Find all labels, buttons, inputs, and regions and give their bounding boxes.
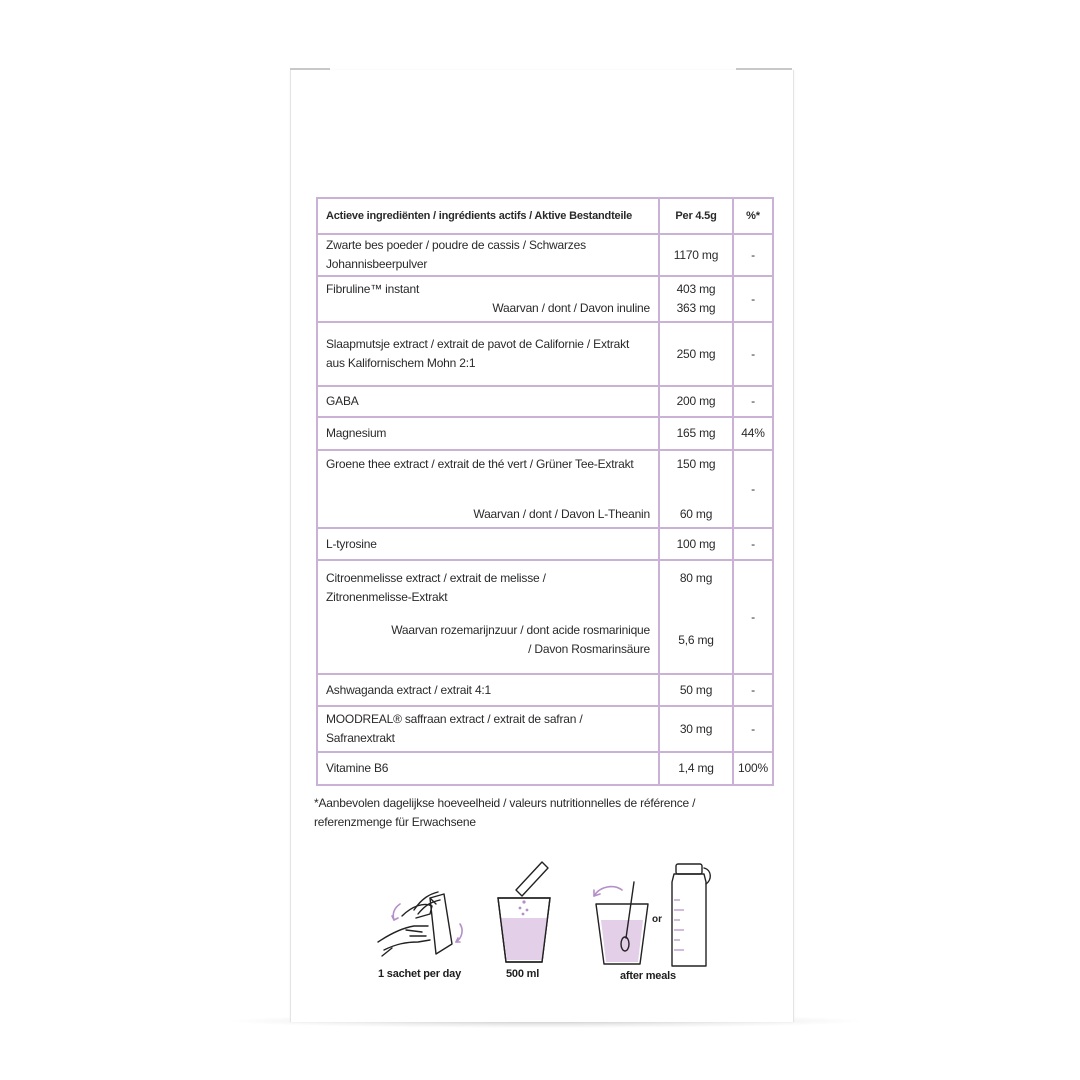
box-fold-right xyxy=(736,68,792,70)
step1-caption: 1 sachet per day xyxy=(378,968,462,980)
ingredient-name: Vitamine B6 xyxy=(317,752,659,785)
ingredient-subname: Waarvan / dont / Davon inuline xyxy=(492,301,650,315)
nutrition-table xyxy=(316,197,774,786)
ingredient-name xyxy=(317,706,659,752)
ingredient-name: Fibruline™ instant xyxy=(326,282,420,296)
table-row xyxy=(317,528,773,560)
ingredient-cell xyxy=(317,276,659,322)
footnote: *Aanbevolen dagelijkse hoeveelheid / valeurs nutritionnelles de référence / referenzmenge für Erwachsene xyxy=(314,796,696,829)
glass-pour-icon xyxy=(494,856,554,966)
table-row xyxy=(317,752,773,785)
table-row xyxy=(317,674,773,706)
ingredient-subamount: 5,6 mg xyxy=(678,633,714,647)
ingredient-amount: 30 mg xyxy=(659,706,733,752)
table-row xyxy=(317,417,773,450)
ingredient-pct: - xyxy=(733,706,773,752)
usage-instructions xyxy=(360,856,720,996)
table-row xyxy=(317,276,773,322)
or-label: or xyxy=(652,914,662,925)
amount-cell xyxy=(659,450,733,528)
ingredient-name: Ashwaganda extract / extrait 4:1 xyxy=(317,674,659,706)
tear-sachet-icon xyxy=(372,884,468,964)
step3-caption: after meals xyxy=(620,970,676,982)
ingredient-name-text: MOODREAL® saffraan extract / extrait de safran / Safranextrakt xyxy=(326,712,583,745)
ingredient-pct: - xyxy=(733,450,773,528)
ingredient-pct: - xyxy=(733,234,773,276)
ingredient-cell xyxy=(317,560,659,674)
ingredient-amount: 1170 mg xyxy=(659,234,733,276)
ingredient-name: GABA xyxy=(317,386,659,417)
table-header-row xyxy=(317,198,773,234)
ingredient-cell xyxy=(317,450,659,528)
header-pct: %* xyxy=(733,198,773,234)
ingredient-subname-1: Waarvan rozemarijnzuur / dont acide rosmarinique xyxy=(391,623,650,637)
ingredient-subname-2: / Davon Rosmarinsäure xyxy=(528,642,650,656)
table-row xyxy=(317,560,773,674)
ingredient-amount: 100 mg xyxy=(659,528,733,560)
ingredient-amount: 250 mg xyxy=(659,322,733,386)
ingredient-amount: 150 mg xyxy=(676,457,716,471)
ingredient-amount: 403 mg xyxy=(676,282,716,296)
ingredient-amount: 200 mg xyxy=(659,386,733,417)
ingredient-pct: - xyxy=(733,276,773,322)
ingredient-name: L-tyrosine xyxy=(317,528,659,560)
box-fold-left xyxy=(290,68,330,70)
ingredient-pct: - xyxy=(733,674,773,706)
ingredient-amount: 1,4 mg xyxy=(659,752,733,785)
ingredient-name: Magnesium xyxy=(317,417,659,450)
ingredient-name: Zwarte bes poeder / poudre de cassis / Schwarzes Johannisbeerpulver xyxy=(317,234,659,276)
ingredient-subamount: 60 mg xyxy=(679,507,713,521)
ingredient-subamount: 363 mg xyxy=(676,301,716,315)
table-row xyxy=(317,322,773,386)
ingredient-pct: - xyxy=(733,528,773,560)
step2-caption: 500 ml xyxy=(506,968,540,980)
table-row xyxy=(317,234,773,276)
ingredient-name: Slaapmutsje extract / extrait de pavot de Californie / Extrakt aus Kalifornischem Mohn 2:1 xyxy=(317,322,659,386)
ingredient-name: Citroenmelisse extract / extrait de melisse / Zitronenmelisse-Extrakt xyxy=(326,571,546,604)
ingredient-pct: - xyxy=(733,560,773,674)
amount-cell xyxy=(659,276,733,322)
ingredient-name: Groene thee extract / extrait de thé vert / Grüner Tee-Extrakt xyxy=(326,457,634,471)
ingredient-amount: 165 mg xyxy=(659,417,733,450)
table-row xyxy=(317,706,773,752)
table-row xyxy=(317,450,773,528)
ingredient-pct: 100% xyxy=(733,752,773,785)
header-per: Per 4.5g xyxy=(659,198,733,234)
stir-glass-icon xyxy=(592,878,654,966)
ingredient-amount: 50 mg xyxy=(659,674,733,706)
ingredient-pct: - xyxy=(733,386,773,417)
ingredient-pct: 44% xyxy=(733,417,773,450)
ingredient-amount: 80 mg xyxy=(679,571,713,585)
amount-cell xyxy=(659,560,733,674)
header-ingredients: Actieve ingrediënten / ingrédients actifs / Aktive Bestandteile xyxy=(317,198,659,234)
ingredient-subname: Waarvan / dont / Davon L-Theanin xyxy=(473,507,650,521)
ingredient-pct: - xyxy=(733,322,773,386)
table-row xyxy=(317,386,773,417)
water-bottle-icon xyxy=(666,860,716,972)
